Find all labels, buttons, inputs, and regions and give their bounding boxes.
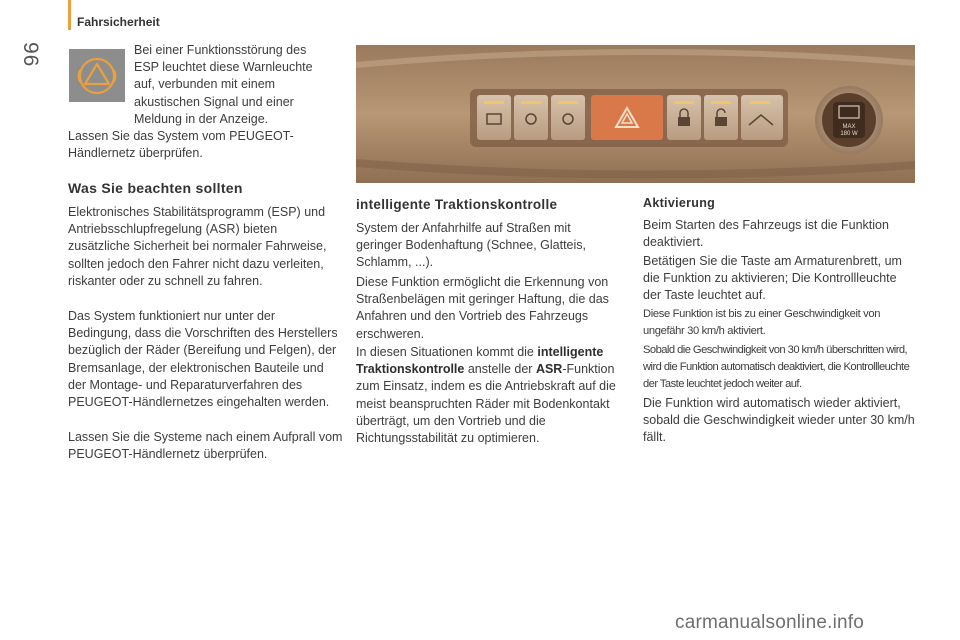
heading-traction-control: intelligente Traktionskontrolle (356, 197, 558, 212)
heading-precautions: Was Sie beachten sollten (68, 180, 243, 196)
paragraph-after-impact: Lassen Sie die Systeme nach einem Aufprall vom PEUGEOT-Händlernetz überprüfen. (68, 430, 343, 462)
paragraph-press-button: Betätigen Sie die Taste am Armaturenbrett, um die Funktion zu aktivieren; Die Kontrollleuchte der Taste leuchtet auf. (643, 254, 902, 303)
page-number: 96 (19, 42, 42, 68)
paragraph-situations (356, 344, 630, 447)
heading-activation: Aktivierung (643, 196, 716, 210)
esp-warning-triangle-icon (69, 49, 125, 102)
paragraph-esp-asr: Elektronisches Stabilitätsprogramm (ESP) und Antriebsschlupfregelung (ASR) bieten zusätzliche Sicherheit bei normaler Fahrweise, sollten jedoch den Fahrer nicht dazu verleiten, riskanter oder zu schnell zu fahren. (68, 205, 327, 288)
paragraph-speed-limit: Diese Funktion ist bis zu einer Geschwindigkeit von ungefähr 30 km/h aktiviert. (643, 308, 881, 338)
dashboard-button-panel-image (356, 45, 915, 183)
socket-label-watt: 180 W (840, 131, 858, 137)
watermark: carmanualsonline.info (675, 612, 865, 633)
esp-warning-text: Bei einer Funktionsstörung des ESP leuchtet diese Warnleuchte auf, verbunden mit einem akustischen Signal und einer Meldung in der Anzeige. (134, 43, 313, 126)
paragraph-function: Diese Funktion ermöglicht die Erkennung von Straßenbelägen mit geringer Haftung, die das Anfahren und den Vortrieb des Fahrzeugs erschweren. (356, 275, 609, 341)
text-run-bold: intelligente Traktionskontrolle (356, 345, 604, 377)
text-run: In diesen Situationen kommt die (356, 345, 538, 359)
text-run-bold: ASR (535, 362, 563, 377)
paragraph-conditions: Das System funktioniert nur unter der Bedingung, dass die Vorschriften des Herstellers bezüglich der Räder (Bereifung und Felgen), der Bremsanlage, der elektronischen Bauteile und der Montage- und Reparaturverfahren des PEUGEOT-Händlernetzes eingehalten werden. (68, 309, 338, 410)
paragraph-system: System der Anfahrhilfe auf Straßen mit geringer Bodenhaftung (Schnee, Glatteis, Schlamm, ...). (356, 221, 587, 270)
socket-label-max: MAX (842, 124, 856, 130)
paragraph-deactivation: Sobald die Geschwindigkeit von 30 km/h überschritten wird, wird die Funktion automatisch deaktiviert, die Kontrollleuchte der Taste leuchtet jedoch weiter auf. (643, 344, 910, 391)
accent-bar (68, 0, 71, 30)
paragraph-reactivation: Die Funktion wird automatisch wieder aktiviert, sobald die Geschwindigkeit wieder unter 30 km/h fällt. (643, 396, 915, 445)
paragraph-start: Beim Starten des Fahrzeugs ist die Funktion deaktiviert. (643, 218, 889, 250)
text-run: anstelle der (464, 362, 536, 377)
text-run: -Funktion zum Einsatz, indem es die Antriebskraft auf die meist beanspruchten Räder mit Bodenkontakt überträgt, um den Vortrieb und die Richtungsstabilität zu optimieren. (356, 362, 616, 446)
section-title: Fahrsicherheit (77, 15, 160, 29)
check-text: Lassen Sie das System vom PEUGEOT-Händlernetz überprüfen. (68, 129, 294, 161)
